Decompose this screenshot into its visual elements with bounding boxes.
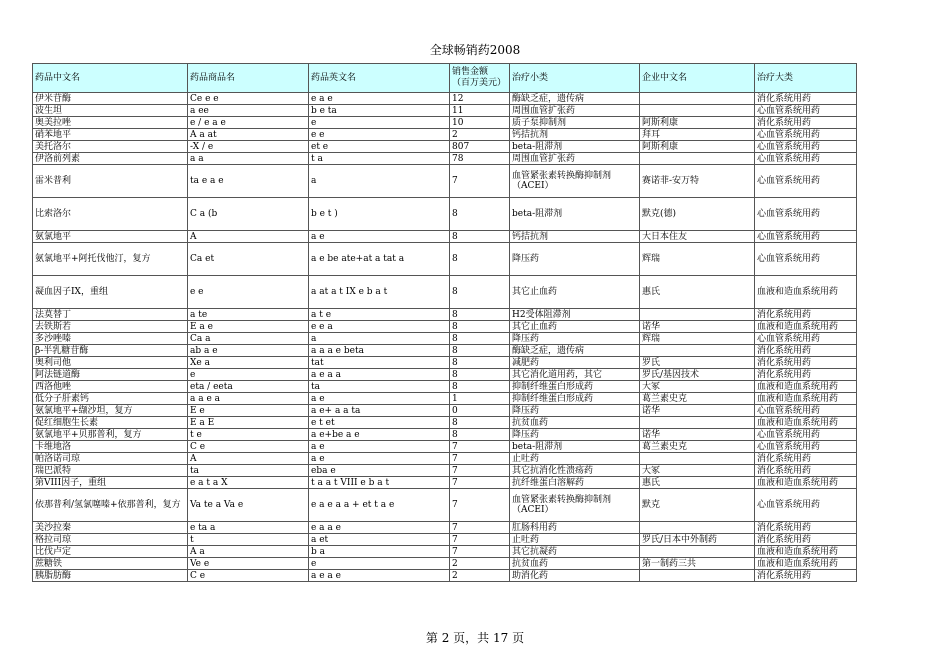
cell-trade-name: ab a e [188, 345, 309, 357]
cell-en-name: eba e [309, 465, 450, 477]
cell-cn-name: 美托洛尔 [33, 141, 188, 153]
cell-trade-name: a ee [188, 105, 309, 117]
table-row [33, 369, 857, 381]
cell-company: 惠氏 [640, 477, 755, 489]
cell-category: 消化系统用药 [755, 465, 857, 477]
cell-sales: 7 [450, 534, 510, 546]
cell-subclass: beta-阻滞剂 [510, 441, 640, 453]
table-row [33, 393, 857, 405]
cell-en-name: b a [309, 546, 450, 558]
cell-trade-name: t [188, 534, 309, 546]
table-row [33, 477, 857, 489]
cell-trade-name: A a [188, 546, 309, 558]
cell-cn-name: 低分子肝素钙 [33, 393, 188, 405]
cell-sales: 8 [450, 381, 510, 393]
cell-en-name: a [309, 165, 450, 198]
cell-trade-name: ta e a e [188, 165, 309, 198]
cell-en-name: a e [309, 441, 450, 453]
cell-trade-name: Ca a [188, 333, 309, 345]
cell-category: 消化系统用药 [755, 453, 857, 465]
cell-company: 诺华 [640, 429, 755, 441]
cell-trade-name: Ce e e [188, 93, 309, 105]
cell-en-name: et e [309, 141, 450, 153]
cell-en-name: t a a t VIII e b a t [309, 477, 450, 489]
cell-subclass: 血管紧张素转换酶抑制剂（ACEI） [510, 165, 640, 198]
cell-sales: 7 [450, 453, 510, 465]
table-row [33, 417, 857, 429]
table-row [33, 570, 857, 582]
cell-subclass: 其它止血药 [510, 321, 640, 333]
col-header-company: 企业中文名 [640, 64, 755, 93]
cell-subclass: 质子泵抑制剂 [510, 117, 640, 129]
cell-en-name: tat [309, 357, 450, 369]
table-row [33, 141, 857, 153]
cell-category: 血液和造血系统用药 [755, 321, 857, 333]
cell-subclass: 肛肠科用药 [510, 522, 640, 534]
cell-category: 血液和造血系统用药 [755, 558, 857, 570]
cell-trade-name: E a e [188, 321, 309, 333]
cell-trade-name: e e [188, 276, 309, 309]
cell-company: 阿斯利康 [640, 117, 755, 129]
cell-cn-name: 瑞巴派特 [33, 465, 188, 477]
cell-company: 大日本住友 [640, 231, 755, 243]
cell-trade-name: Xe a [188, 357, 309, 369]
cell-sales: 8 [450, 198, 510, 231]
cell-cn-name: 美沙拉秦 [33, 522, 188, 534]
cell-cn-name: 格拉司琼 [33, 534, 188, 546]
cell-sales: 78 [450, 153, 510, 165]
table-row [33, 105, 857, 117]
cell-company: 默克 [640, 489, 755, 522]
cell-en-name: a e+be a e [309, 429, 450, 441]
cell-category: 心血管系统用药 [755, 429, 857, 441]
cell-category: 消化系统用药 [755, 117, 857, 129]
cell-en-name: t a [309, 153, 450, 165]
cell-category: 血液和造血系统用药 [755, 393, 857, 405]
table-row [33, 276, 857, 309]
cell-cn-name: β-半乳糖苷酶 [33, 345, 188, 357]
cell-subclass: 抑制纤维蛋白形成药 [510, 381, 640, 393]
cell-company: 罗氏 [640, 357, 755, 369]
cell-en-name: b e t ) [309, 198, 450, 231]
cell-cn-name: 氨氯地平+贝那普利，复方 [33, 429, 188, 441]
cell-en-name: e a a e [309, 522, 450, 534]
cell-sales: 8 [450, 417, 510, 429]
cell-trade-name: a a [188, 153, 309, 165]
cell-trade-name: C a (b [188, 198, 309, 231]
cell-en-name: b e ta [309, 105, 450, 117]
cell-company: 辉瑞 [640, 243, 755, 276]
cell-trade-name: e a t a X [188, 477, 309, 489]
table-row [33, 441, 857, 453]
col-header-sales: 销售金额 （百万美元） [450, 64, 510, 93]
cell-trade-name: Ca et [188, 243, 309, 276]
table-row [33, 165, 857, 198]
cell-en-name: a [309, 333, 450, 345]
cell-cn-name: 凝血因子IX，重组 [33, 276, 188, 309]
cell-cn-name: 促红细胞生长素 [33, 417, 188, 429]
cell-sales: 7 [450, 489, 510, 522]
cell-sales: 807 [450, 141, 510, 153]
cell-category: 心血管系统用药 [755, 441, 857, 453]
cell-category: 消化系统用药 [755, 357, 857, 369]
cell-en-name: e a e a a + et t a e [309, 489, 450, 522]
cell-subclass: 钙拮抗剂 [510, 231, 640, 243]
cell-subclass: 降压药 [510, 243, 640, 276]
cell-sales: 1 [450, 393, 510, 405]
cell-en-name: a at a t IX e b a t [309, 276, 450, 309]
cell-category: 消化系统用药 [755, 93, 857, 105]
table-row [33, 558, 857, 570]
cell-company: 罗氏/日本中外制药 [640, 534, 755, 546]
cell-en-name: e a e [309, 93, 450, 105]
cell-trade-name: A [188, 453, 309, 465]
cell-en-name: a e a a [309, 369, 450, 381]
cell-company [640, 417, 755, 429]
cell-subclass: 酶缺乏症，遗传病 [510, 345, 640, 357]
cell-cn-name: 雷米普利 [33, 165, 188, 198]
cell-subclass: 抗贫血药 [510, 558, 640, 570]
cell-cn-name: 伊洛前列素 [33, 153, 188, 165]
cell-company: 惠氏 [640, 276, 755, 309]
cell-category: 心血管系统用药 [755, 105, 857, 117]
cell-subclass: 降压药 [510, 429, 640, 441]
cell-subclass: 钙拮抗剂 [510, 129, 640, 141]
cell-category: 消化系统用药 [755, 369, 857, 381]
cell-trade-name: a a e a [188, 393, 309, 405]
cell-en-name: e t et [309, 417, 450, 429]
cell-sales: 8 [450, 429, 510, 441]
cell-category: 心血管系统用药 [755, 333, 857, 345]
cell-subclass: 减肥药 [510, 357, 640, 369]
cell-category: 血液和造血系统用药 [755, 417, 857, 429]
cell-cn-name: 伊米苷酶 [33, 93, 188, 105]
cell-trade-name: E a E [188, 417, 309, 429]
cell-subclass: 降压药 [510, 405, 640, 417]
table-row [33, 465, 857, 477]
cell-subclass: 血管紧张素转换酶抑制剂（ACEI） [510, 489, 640, 522]
cell-sales: 7 [450, 441, 510, 453]
cell-company: 拜耳 [640, 129, 755, 141]
cell-company: 大冢 [640, 381, 755, 393]
table-row [33, 231, 857, 243]
cell-trade-name: -X / e [188, 141, 309, 153]
cell-cn-name: 氨氯地平+缬沙坦，复方 [33, 405, 188, 417]
cell-subclass: 其它抗消化性溃疡药 [510, 465, 640, 477]
cell-company [640, 453, 755, 465]
cell-en-name: e [309, 558, 450, 570]
cell-cn-name: 氨氯地平 [33, 231, 188, 243]
cell-cn-name: 多沙唑嗪 [33, 333, 188, 345]
cell-sales: 8 [450, 333, 510, 345]
cell-en-name: e e a [309, 321, 450, 333]
cell-subclass: 抗贫血药 [510, 417, 640, 429]
cell-subclass: beta-阻滞剂 [510, 141, 640, 153]
cell-company: 罗氏/基因技术 [640, 369, 755, 381]
page-footer: 第 2 页，共 17 页 [425, 631, 525, 645]
cell-company: 葛兰素史克 [640, 441, 755, 453]
cell-sales: 8 [450, 309, 510, 321]
cell-category: 消化系统用药 [755, 522, 857, 534]
cell-en-name: a e be ate+at a tat a [309, 243, 450, 276]
table-row [33, 357, 857, 369]
cell-cn-name: 蔗糖铁 [33, 558, 188, 570]
cell-category: 血液和造血系统用药 [755, 477, 857, 489]
cell-trade-name: C e [188, 570, 309, 582]
cell-sales: 2 [450, 129, 510, 141]
cell-category: 消化系统用药 [755, 534, 857, 546]
cell-category: 心血管系统用药 [755, 141, 857, 153]
cell-cn-name: 奥利司他 [33, 357, 188, 369]
table-row [33, 309, 857, 321]
cell-category: 心血管系统用药 [755, 129, 857, 141]
cell-company: 葛兰素史克 [640, 393, 755, 405]
cell-en-name: a e [309, 231, 450, 243]
cell-sales: 8 [450, 276, 510, 309]
cell-cn-name: 硝苯地平 [33, 129, 188, 141]
cell-category: 心血管系统用药 [755, 198, 857, 231]
cell-trade-name: Ve e [188, 558, 309, 570]
table-body [33, 93, 857, 582]
cell-trade-name: E e [188, 405, 309, 417]
table-row [33, 117, 857, 129]
cell-subclass: 其它抗凝药 [510, 546, 640, 558]
table-row [33, 198, 857, 231]
cell-trade-name: ta [188, 465, 309, 477]
cell-category: 心血管系统用药 [755, 153, 857, 165]
header-row [33, 64, 857, 93]
cell-sales: 7 [450, 477, 510, 489]
cell-sales: 12 [450, 93, 510, 105]
cell-en-name: a e [309, 453, 450, 465]
cell-sales: 8 [450, 357, 510, 369]
cell-company [640, 309, 755, 321]
cell-company [640, 546, 755, 558]
table-row [33, 381, 857, 393]
cell-category: 消化系统用药 [755, 570, 857, 582]
cell-subclass: 其它消化道用药，其它 [510, 369, 640, 381]
cell-en-name: e e [309, 129, 450, 141]
cell-sales: 7 [450, 546, 510, 558]
cell-category: 消化系统用药 [755, 309, 857, 321]
cell-trade-name: e ta a [188, 522, 309, 534]
cell-company [640, 93, 755, 105]
cell-category: 心血管系统用药 [755, 165, 857, 198]
col-header-cn-name: 药品中文名 [33, 64, 188, 93]
cell-en-name: a et [309, 534, 450, 546]
col-header-category: 治疗大类 [755, 64, 857, 93]
cell-company [640, 522, 755, 534]
cell-cn-name: 西洛他唑 [33, 381, 188, 393]
table-row [33, 345, 857, 357]
cell-trade-name: Va te a Va e [188, 489, 309, 522]
cell-category: 心血管系统用药 [755, 231, 857, 243]
cell-trade-name: a te [188, 309, 309, 321]
cell-cn-name: 卡维地洛 [33, 441, 188, 453]
cell-category: 心血管系统用药 [755, 243, 857, 276]
cell-sales: 0 [450, 405, 510, 417]
cell-trade-name: e / e a e [188, 117, 309, 129]
cell-category: 血液和造血系统用药 [755, 381, 857, 393]
table-row [33, 321, 857, 333]
cell-category: 血液和造血系统用药 [755, 546, 857, 558]
cell-en-name: a e+ a a ta [309, 405, 450, 417]
table-row [33, 429, 857, 441]
cell-en-name: e [309, 117, 450, 129]
cell-category: 心血管系统用药 [755, 489, 857, 522]
cell-trade-name: C e [188, 441, 309, 453]
drug-table [32, 63, 857, 582]
cell-subclass: 止吐药 [510, 453, 640, 465]
sheet-title: 全球畅销药2008 [429, 43, 521, 57]
cell-sales: 2 [450, 558, 510, 570]
cell-company: 第一制药三共 [640, 558, 755, 570]
cell-trade-name: e [188, 369, 309, 381]
cell-company [640, 105, 755, 117]
cell-subclass: H2受体阻滞剂 [510, 309, 640, 321]
table-row [33, 489, 857, 522]
cell-subclass: 周围血管扩张药 [510, 105, 640, 117]
cell-cn-name: 比索洛尔 [33, 198, 188, 231]
cell-sales: 11 [450, 105, 510, 117]
cell-subclass: 其它止血药 [510, 276, 640, 309]
cell-sales: 8 [450, 369, 510, 381]
cell-cn-name: 去铁斯若 [33, 321, 188, 333]
cell-sales: 8 [450, 243, 510, 276]
cell-company: 默克(德) [640, 198, 755, 231]
table-row [33, 405, 857, 417]
cell-category: 心血管系统用药 [755, 405, 857, 417]
cell-company: 诺华 [640, 405, 755, 417]
cell-cn-name: 依那普利/氢氯噻嗪+依那普利，复方 [33, 489, 188, 522]
cell-subclass: 助消化药 [510, 570, 640, 582]
cell-en-name: a t e [309, 309, 450, 321]
cell-trade-name: eta / eeta [188, 381, 309, 393]
cell-company: 诺华 [640, 321, 755, 333]
cell-sales: 8 [450, 345, 510, 357]
cell-company: 辉瑞 [640, 333, 755, 345]
cell-trade-name: t e [188, 429, 309, 441]
table-row [33, 534, 857, 546]
cell-sales: 2 [450, 570, 510, 582]
cell-trade-name: A a at [188, 129, 309, 141]
table-row [33, 546, 857, 558]
table-row [33, 333, 857, 345]
cell-subclass: 抗纤维蛋白溶解药 [510, 477, 640, 489]
cell-company [640, 153, 755, 165]
cell-cn-name: 帕洛诺司琼 [33, 453, 188, 465]
cell-company: 大冢 [640, 465, 755, 477]
cell-cn-name: 第VIII因子，重组 [33, 477, 188, 489]
cell-subclass: 周围血管扩张药 [510, 153, 640, 165]
cell-subclass: 降压药 [510, 333, 640, 345]
cell-subclass: 酶缺乏症，遗传病 [510, 93, 640, 105]
cell-cn-name: 法莫替丁 [33, 309, 188, 321]
cell-cn-name: 比伐卢定 [33, 546, 188, 558]
cell-sales: 7 [450, 522, 510, 534]
table-row [33, 93, 857, 105]
cell-subclass: 抑制纤维蛋白形成药 [510, 393, 640, 405]
table-row [33, 243, 857, 276]
cell-trade-name: A [188, 231, 309, 243]
cell-sales: 7 [450, 465, 510, 477]
cell-cn-name: 奥美拉唑 [33, 117, 188, 129]
cell-en-name: a a a e beta [309, 345, 450, 357]
cell-cn-name: 氨氯地平+阿托伐他汀，复方 [33, 243, 188, 276]
cell-subclass: beta-阻滞剂 [510, 198, 640, 231]
cell-category: 消化系统用药 [755, 345, 857, 357]
cell-sales: 8 [450, 231, 510, 243]
cell-en-name: a e [309, 393, 450, 405]
cell-cn-name: 阿法链道酶 [33, 369, 188, 381]
cell-cn-name: 波生坦 [33, 105, 188, 117]
cell-sales: 8 [450, 321, 510, 333]
cell-company [640, 570, 755, 582]
cell-sales: 7 [450, 165, 510, 198]
table-row [33, 153, 857, 165]
table-row [33, 129, 857, 141]
cell-company: 赛诺菲-安万特 [640, 165, 755, 198]
table-row [33, 453, 857, 465]
cell-cn-name: 胰脂肪酶 [33, 570, 188, 582]
cell-category: 血液和造血系统用药 [755, 276, 857, 309]
col-header-en-name: 药品英文名 [309, 64, 450, 93]
col-header-subclass: 治疗小类 [510, 64, 640, 93]
cell-en-name: ta [309, 381, 450, 393]
table-row [33, 522, 857, 534]
cell-subclass: 止吐药 [510, 534, 640, 546]
col-header-trade-name: 药品商品名 [188, 64, 309, 93]
cell-en-name: a e a e [309, 570, 450, 582]
cell-company [640, 345, 755, 357]
cell-company: 阿斯利康 [640, 141, 755, 153]
cell-sales: 10 [450, 117, 510, 129]
